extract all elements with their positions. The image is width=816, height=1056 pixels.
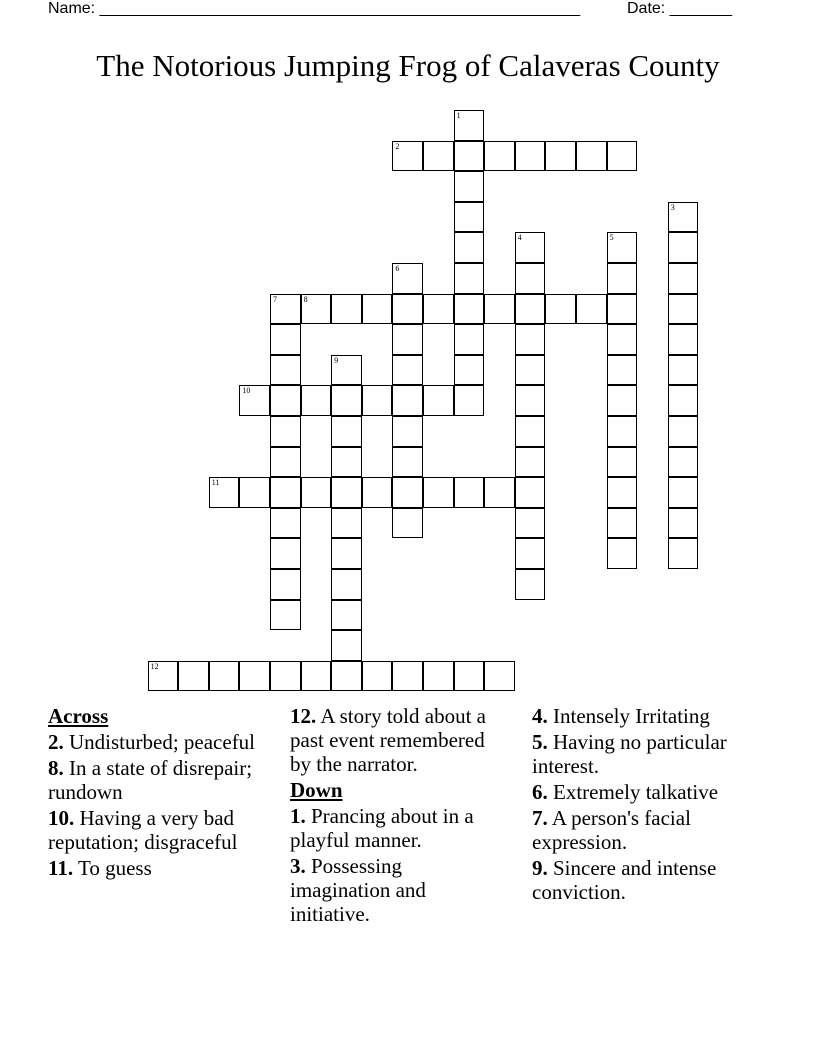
grid-cell[interactable] (392, 508, 423, 539)
clue-number: 11. (48, 856, 74, 880)
clue-text: Prancing about in a playful manner. (290, 804, 474, 852)
across-heading: Across (48, 704, 109, 728)
grid-cell[interactable] (454, 294, 485, 325)
grid-cell[interactable] (668, 263, 699, 294)
clue-text: Intensely Irritating (553, 704, 710, 728)
grid-cell[interactable] (362, 294, 393, 325)
clue-number: 8. (48, 756, 64, 780)
grid-cell[interactable] (270, 508, 301, 539)
grid-cell[interactable] (331, 538, 362, 569)
grid-cell[interactable] (423, 477, 454, 508)
down-clue-7 (532, 806, 752, 854)
grid-cell[interactable] (270, 477, 301, 508)
grid-cell[interactable] (331, 508, 362, 539)
across-clue-2 (48, 730, 268, 754)
grid-cell[interactable] (454, 263, 485, 294)
grid-cell[interactable] (607, 141, 638, 172)
grid-cell[interactable] (239, 477, 270, 508)
grid-cell[interactable] (454, 355, 485, 386)
grid-cell[interactable] (515, 294, 546, 325)
clue-text: In a state of disrepair; rundown (48, 756, 253, 804)
grid-cell[interactable] (668, 477, 699, 508)
across-clue-11 (48, 856, 268, 880)
grid-cell[interactable] (454, 110, 485, 141)
grid-cell[interactable] (668, 232, 699, 263)
clue-number: 2. (48, 730, 64, 754)
grid-cell[interactable] (515, 324, 546, 355)
grid-cell[interactable] (209, 477, 240, 508)
across-clue-10 (48, 806, 268, 854)
grid-cell[interactable] (454, 171, 485, 202)
grid-cell[interactable] (668, 294, 699, 325)
clue-number: 6. (532, 780, 548, 804)
clue-text: Having a very bad reputation; disgraceful (48, 806, 238, 854)
clue-number: 12. (290, 704, 317, 728)
cell-number: 4 (517, 233, 522, 243)
grid-cell[interactable] (270, 569, 301, 600)
down-clue-1 (290, 804, 505, 852)
grid-cell[interactable] (392, 324, 423, 355)
clue-number: 5. (532, 730, 548, 754)
clue-number: 3. (290, 854, 306, 878)
grid-cell[interactable] (301, 294, 332, 325)
grid-cell[interactable] (270, 538, 301, 569)
grid-cell[interactable] (668, 324, 699, 355)
date-field-line: Date: _______ (627, 0, 732, 17)
grid-cell[interactable] (515, 141, 546, 172)
grid-cell[interactable] (270, 661, 301, 692)
down-clue-4 (532, 704, 752, 728)
grid-cell[interactable] (576, 294, 607, 325)
grid-cell[interactable] (515, 385, 546, 416)
grid-cell[interactable] (301, 477, 332, 508)
grid-cell[interactable] (607, 385, 638, 416)
grid-cell[interactable] (607, 294, 638, 325)
grid-cell[interactable] (239, 661, 270, 692)
grid-cell[interactable] (301, 385, 332, 416)
grid-cell[interactable] (423, 141, 454, 172)
grid-cell[interactable] (148, 661, 179, 692)
grid-cell[interactable] (454, 661, 485, 692)
clue-number: 4. (532, 704, 548, 728)
grid-cell[interactable] (178, 661, 209, 692)
clue-number: 10. (48, 806, 75, 830)
grid-cell[interactable] (607, 263, 638, 294)
grid-cell[interactable] (607, 416, 638, 447)
clue-number: 1. (290, 804, 306, 828)
page-title: The Notorious Jumping Frog of Calaveras County (96, 48, 720, 83)
grid-cell[interactable] (454, 477, 485, 508)
grid-cell[interactable] (515, 508, 546, 539)
grid-cell[interactable] (454, 385, 485, 416)
grid-cell[interactable] (423, 385, 454, 416)
down-clue-3 (290, 854, 505, 926)
grid-cell[interactable] (515, 477, 546, 508)
grid-cell[interactable] (515, 355, 546, 386)
grid-cell[interactable] (668, 447, 699, 478)
grid-cell[interactable] (392, 661, 423, 692)
grid-cell[interactable] (331, 385, 362, 416)
clue-text: Extremely talkative (553, 780, 719, 804)
down-clue-5 (532, 730, 752, 778)
grid-cell[interactable] (392, 477, 423, 508)
clue-number: 9. (532, 856, 548, 880)
grid-cell[interactable] (515, 538, 546, 569)
cell-number: 11 (211, 478, 220, 488)
cell-number: 3 (670, 202, 675, 212)
grid-cell[interactable] (423, 661, 454, 692)
grid-cell[interactable] (454, 141, 485, 172)
grid-cell[interactable] (484, 294, 515, 325)
grid-cell[interactable] (331, 294, 362, 325)
grid-cell[interactable] (392, 447, 423, 478)
grid-cell[interactable] (270, 385, 301, 416)
grid-cell[interactable] (270, 600, 301, 631)
grid-cell[interactable] (607, 477, 638, 508)
grid-cell[interactable] (331, 447, 362, 478)
grid-cell[interactable] (515, 232, 546, 263)
cell-number: 5 (609, 233, 614, 243)
cell-number: 9 (334, 355, 339, 365)
grid-cell[interactable] (392, 263, 423, 294)
cell-number: 12 (150, 661, 159, 671)
grid-cell[interactable] (668, 416, 699, 447)
clue-text: Possessing imagination and initiative. (290, 854, 426, 926)
clue-text: Sincere and intense conviction. (532, 856, 717, 904)
grid-cell[interactable] (331, 600, 362, 631)
grid-cell[interactable] (270, 355, 301, 386)
clue-column-3 (532, 704, 752, 906)
grid-cell[interactable] (454, 202, 485, 233)
grid-cell[interactable] (270, 447, 301, 478)
cell-number: 8 (303, 294, 308, 304)
clue-column-2 (290, 704, 505, 928)
cell-number: 1 (456, 111, 461, 120)
grid-cell[interactable] (454, 232, 485, 263)
grid-cell[interactable] (239, 385, 270, 416)
grid-cell[interactable] (362, 477, 393, 508)
grid-cell[interactable] (607, 232, 638, 263)
across-clue-8 (48, 756, 268, 804)
cell-number: 6 (395, 264, 400, 273)
grid-cell[interactable] (515, 263, 546, 294)
across-clue-12 (290, 704, 505, 776)
clue-number: 7. (532, 806, 548, 830)
grid-cell[interactable] (392, 385, 423, 416)
grid-cell[interactable] (331, 416, 362, 447)
grid-cell[interactable] (484, 141, 515, 172)
grid-cell[interactable] (331, 477, 362, 508)
grid-cell[interactable] (331, 661, 362, 692)
clue-text: To guess (77, 856, 152, 880)
grid-cell[interactable] (607, 355, 638, 386)
cell-number: 2 (395, 141, 400, 151)
grid-cell[interactable] (668, 508, 699, 539)
clue-text: Undisturbed; peaceful (69, 730, 256, 754)
grid-cell[interactable] (515, 569, 546, 600)
grid-cell[interactable] (515, 447, 546, 478)
grid-cell[interactable] (515, 416, 546, 447)
grid-cell[interactable] (668, 355, 699, 386)
grid-cell[interactable] (331, 569, 362, 600)
grid-cell[interactable] (545, 294, 576, 325)
cell-number: 10 (242, 386, 251, 396)
grid-cell[interactable] (392, 416, 423, 447)
down-heading: Down (290, 778, 343, 802)
grid-cell[interactable] (362, 385, 393, 416)
grid-cell[interactable] (423, 294, 454, 325)
grid-cell[interactable] (209, 661, 240, 692)
down-clue-6 (532, 780, 752, 804)
grid-cell[interactable] (607, 538, 638, 569)
grid-cell[interactable] (270, 294, 301, 325)
grid-cell[interactable] (607, 324, 638, 355)
clue-text: Having no particular interest. (532, 730, 727, 778)
grid-cell[interactable] (545, 141, 576, 172)
clue-text: A story told about a past event remembered by the narrator. (290, 704, 486, 776)
grid-cell[interactable] (484, 661, 515, 692)
grid-cell[interactable] (392, 355, 423, 386)
grid-cell[interactable] (607, 508, 638, 539)
grid-cell[interactable] (270, 416, 301, 447)
down-clue-9 (532, 856, 752, 904)
grid-cell[interactable] (392, 141, 423, 172)
grid-cell[interactable] (668, 538, 699, 569)
grid-cell[interactable] (576, 141, 607, 172)
grid-cell[interactable] (362, 661, 393, 692)
grid-cell[interactable] (301, 661, 332, 692)
grid-cell[interactable] (454, 324, 485, 355)
grid-cell[interactable] (331, 355, 362, 386)
clue-text: A person's facial expression. (532, 806, 691, 854)
grid-cell[interactable] (668, 202, 699, 233)
grid-cell[interactable] (668, 385, 699, 416)
grid-cell[interactable] (331, 630, 362, 661)
grid-cell[interactable] (607, 447, 638, 478)
cell-number: 7 (273, 294, 277, 304)
grid-cell[interactable] (270, 324, 301, 355)
name-field-line: Name: ______________________________________________________ (48, 0, 581, 17)
clue-column-1 (48, 704, 268, 882)
grid-cell[interactable] (392, 294, 423, 325)
grid-cell[interactable] (484, 477, 515, 508)
